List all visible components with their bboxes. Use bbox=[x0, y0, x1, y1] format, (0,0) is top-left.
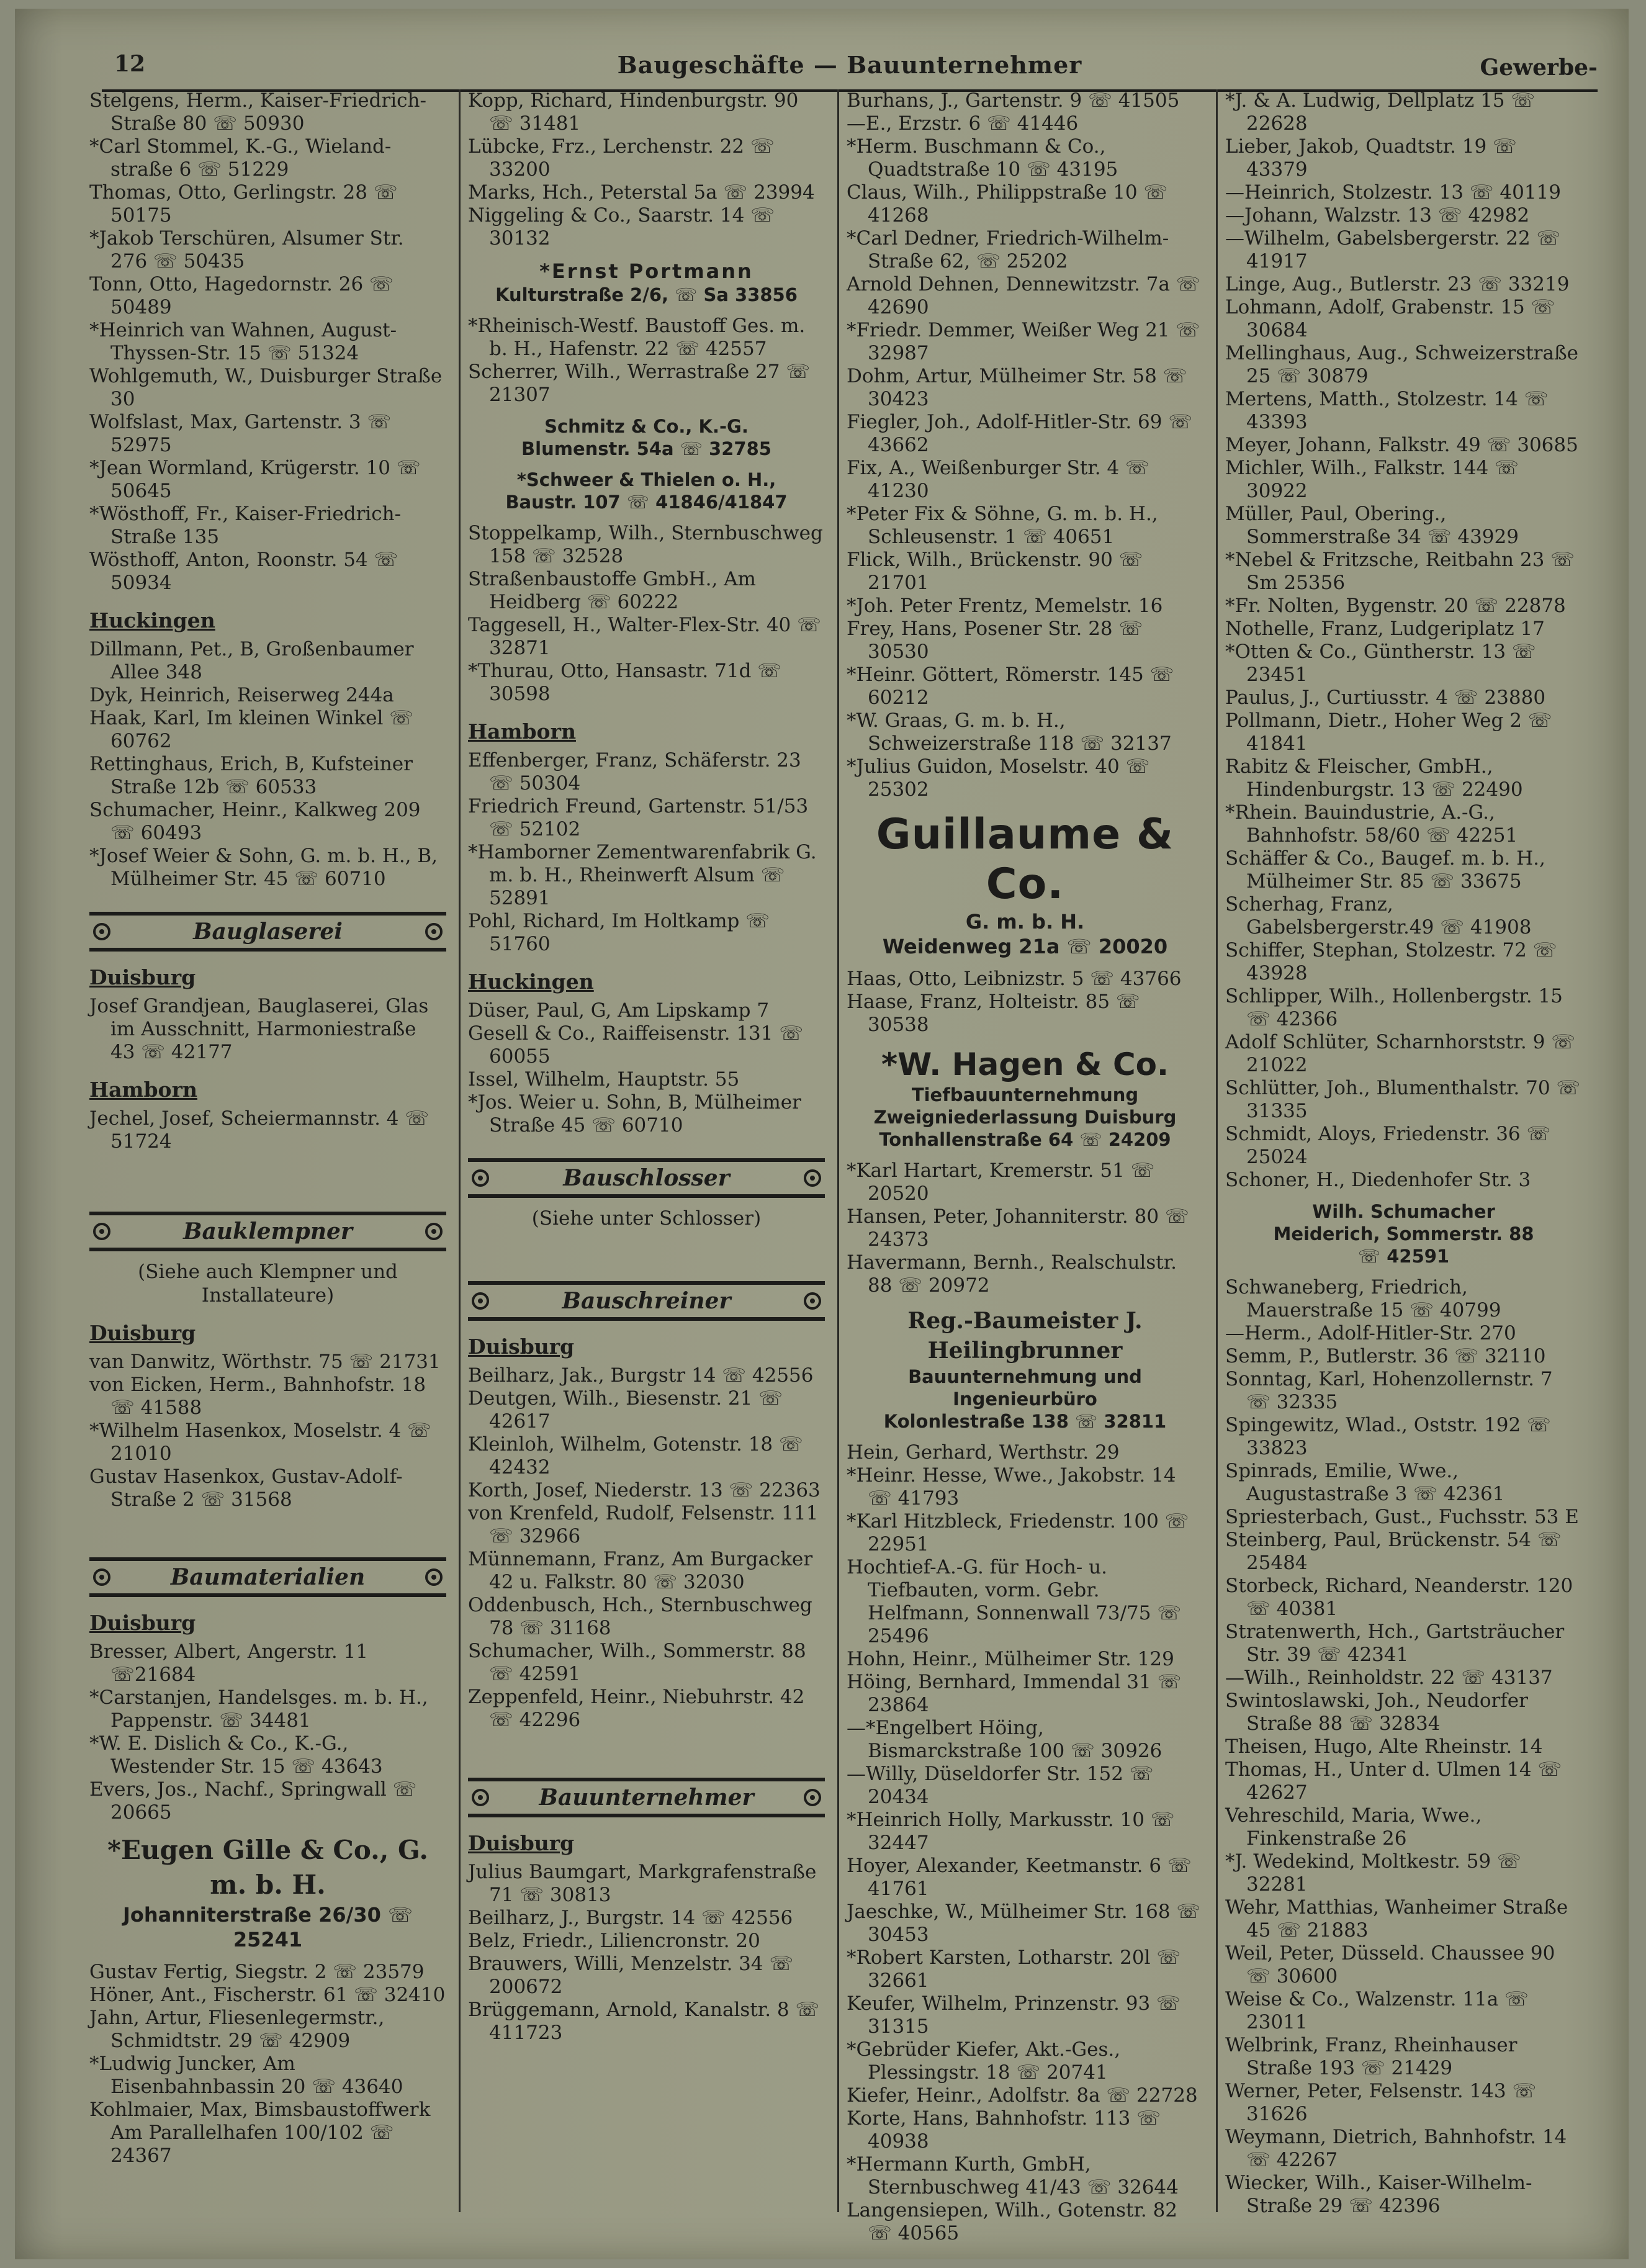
directory-entry: Pohl, Richard, Im Holtkamp ☏ 51760 bbox=[468, 910, 770, 955]
page-header bbox=[102, 46, 1598, 92]
ad-company-name: *W. Hagen & Co. bbox=[881, 1046, 1169, 1082]
advertisement-gille bbox=[89, 1833, 446, 1952]
directory-entry: Hohn, Heinr., Mülheimer Str. 129 bbox=[847, 1648, 1174, 1670]
directory-entry: *Jakob Terschüren, Alsumer Str. 276 ☏ 50435 bbox=[89, 227, 404, 272]
column-divider bbox=[1216, 89, 1218, 2212]
entry-list bbox=[89, 89, 446, 595]
directory-entry: Beilharz, Jak., Burgstr 14 ☏ 42556 bbox=[468, 1364, 814, 1387]
directory-entry: *Ludwig Juncker, Am Eisenbahnbassin 20 ☏ 43640 bbox=[89, 2053, 403, 2098]
section-title: Bauschreiner bbox=[562, 1288, 731, 1314]
directory-entry: —E., Erzstr. 6 ☏ 41446 bbox=[847, 112, 1079, 135]
directory-entry: Scherhag, Franz, Gabelsbergerstr.49 ☏ 41908 bbox=[1225, 893, 1532, 938]
directory-entry: *Carstanjen, Handelsges. m. b. H., Pappenstr. ☏ 34481 bbox=[89, 1686, 428, 1732]
directory-entry: *Julius Guidon, Moselstr. 40 ☏ 25302 bbox=[847, 755, 1150, 801]
ad-address: Weidenweg 21a ☏ 20020 bbox=[882, 935, 1168, 958]
section-title: Baumaterialien bbox=[170, 1564, 366, 1590]
directory-entry: Swintoslawski, Joh., Neudorfer Straße 88 ☏ 32834 bbox=[1225, 1690, 1528, 1735]
directory-entry: Steinberg, Paul, Brückenstr. 54 ☏ 25484 bbox=[1225, 1529, 1562, 1574]
directory-entry: Schlütter, Joh., Blumenthalstr. 70 ☏ 31335 bbox=[1225, 1077, 1581, 1122]
directory-entry: *W. E. Dislich & Co., K.-G., Westender Str. 15 ☏ 43643 bbox=[89, 1732, 383, 1778]
ornament-icon bbox=[93, 1223, 110, 1240]
directory-entry: —Heinrich, Stolzestr. 13 ☏ 40119 bbox=[1225, 181, 1562, 204]
ad-company-name: Guillaume & Co. bbox=[876, 810, 1174, 909]
ad-company-name: Wilh. Schumacher bbox=[1312, 1201, 1495, 1222]
ad-address: Kulturstraße 2/6, ☏ Sa 33856 bbox=[495, 284, 798, 305]
entry-list bbox=[89, 638, 446, 891]
directory-entry: Rettinghaus, Erich, B, Kufsteiner Straße 12b ☏ 60533 bbox=[89, 753, 413, 798]
directory-entry: *Josef Weier & Sohn, G. m. b. H., B, Mülheimer Str. 45 ☏ 60710 bbox=[89, 845, 438, 890]
directory-entry: Marks, Hch., Peterstal 5a ☏ 23994 bbox=[468, 181, 815, 204]
advertisement-hagen bbox=[847, 1045, 1203, 1151]
section-title: Bauunternehmer bbox=[539, 1784, 754, 1811]
advertisement-schweer bbox=[468, 469, 825, 513]
column-2 bbox=[468, 89, 825, 2218]
directory-entry: —Wilhelm, Gabelsbergerstr. 22 ☏ 41917 bbox=[1225, 227, 1561, 272]
entry-list bbox=[847, 89, 1203, 801]
directory-entry: Wehr, Matthias, Wanheimer Straße 45 ☏ 21883 bbox=[1225, 1896, 1568, 1942]
entry-list bbox=[468, 522, 825, 706]
subheading-duisburg: Duisburg bbox=[89, 1611, 196, 1635]
directory-entry: Langensiepen, Wilh., Gotenstr. 82 ☏ 40565 bbox=[847, 2199, 1178, 2244]
entry-list bbox=[89, 995, 446, 1064]
ad-line: Zweigniederlassung Duisburg bbox=[873, 1107, 1177, 1128]
section-title: Bauklempner bbox=[183, 1218, 353, 1244]
directory-entry: *Hamborner Zementwarenfabrik G. m. b. H., Rheinwerft Alsum ☏ 52891 bbox=[468, 841, 817, 909]
ad-address: Tonhallenstraße 64 ☏ 24209 bbox=[879, 1129, 1171, 1150]
directory-entry: Adolf Schlüter, Scharnhorststr. 9 ☏ 21022 bbox=[1225, 1031, 1575, 1076]
directory-entry: Sonntag, Karl, Hohenzollernstr. 7 ☏ 32335 bbox=[1225, 1368, 1553, 1413]
ornament-icon bbox=[472, 1169, 489, 1187]
directory-entry: Thomas, Otto, Gerlingstr. 28 ☏ 50175 bbox=[89, 181, 398, 227]
ad-phone: ☏ 42591 bbox=[1357, 1246, 1450, 1267]
ornament-icon bbox=[472, 1292, 489, 1310]
directory-entry: *Robert Karsten, Lotharstr. 20l ☏ 32661 bbox=[847, 1946, 1181, 1992]
ad-company-name: *Ernst Portmann bbox=[539, 259, 753, 283]
directory-entry: *J. Wedekind, Moltkestr. 59 ☏ 32281 bbox=[1225, 1850, 1521, 1896]
subheading-hamborn: Hamborn bbox=[89, 1078, 197, 1102]
advertisement-guillaume bbox=[847, 810, 1203, 959]
directory-entry: von Eicken, Herm., Bahnhofstr. 18 ☏ 41588 bbox=[89, 1374, 426, 1419]
ad-address: Johanniterstraße 26/30 ☏ 25241 bbox=[122, 1903, 413, 1951]
directory-entry: Stratenwerth, Hch., Gartsträucher Str. 39 ☏ 42341 bbox=[1225, 1621, 1565, 1666]
directory-entry: *Heinr. Hesse, Wwe., Jakobstr. 14 ☏ 41793 bbox=[847, 1464, 1176, 1510]
column-1 bbox=[89, 89, 446, 2218]
ornament-icon bbox=[425, 923, 443, 940]
directory-entry: *Karl Hitzbleck, Friedenstr. 100 ☏ 22951 bbox=[847, 1510, 1189, 1555]
directory-entry: Weymann, Dietrich, Bahnhofstr. 14 ☏ 42267 bbox=[1225, 2126, 1567, 2171]
directory-entry: *Thurau, Otto, Hansastr. 71d ☏ 30598 bbox=[468, 660, 782, 705]
section-bauglaserei bbox=[89, 912, 446, 952]
directory-entry: Hoyer, Alexander, Keetmanstr. 6 ☏ 41761 bbox=[847, 1855, 1192, 1900]
advertisement-schmitz bbox=[468, 415, 825, 460]
directory-entry: Jahn, Artur, Fliesenlegermstr., Schmidtstr. 29 ☏ 42909 bbox=[89, 2007, 385, 2052]
directory-entry: *Karl Hartart, Kremerstr. 51 ☏ 20520 bbox=[847, 1159, 1155, 1205]
directory-entry: Weil, Peter, Düsseld. Chaussee 90 ☏ 30600 bbox=[1225, 1942, 1555, 1987]
directory-entry: Haas, Otto, Leibnizstr. 5 ☏ 43766 bbox=[847, 968, 1182, 990]
entry-list bbox=[468, 1861, 825, 2045]
entry-list bbox=[847, 1441, 1203, 2245]
directory-entry: Mellinghaus, Aug., Schweizerstraße 25 ☏ 30879 bbox=[1225, 342, 1579, 387]
directory-entry: Haase, Franz, Holteistr. 85 ☏ 30538 bbox=[847, 991, 1140, 1036]
ad-company-name: *Eugen Gille & Co., G. m. b. H. bbox=[107, 1835, 428, 1900]
directory-entry: Beilharz, J., Burgstr. 14 ☏ 42556 bbox=[468, 1907, 793, 1929]
directory-entry: *Friedr. Demmer, Weißer Weg 21 ☏ 32987 bbox=[847, 319, 1200, 364]
subheading-huckingen: Huckingen bbox=[468, 970, 594, 994]
directory-entry: Rabitz & Fleischer, GmbH., Hindenburgstr. 13 ☏ 22490 bbox=[1225, 755, 1523, 801]
directory-entry: Jechel, Josef, Scheiermannstr. 4 ☏ 51724 bbox=[89, 1107, 429, 1153]
ad-line: Tiefbauunternehmung bbox=[911, 1084, 1139, 1105]
advertisement-portmann bbox=[468, 259, 825, 306]
directory-entry: —Willy, Düseldorfer Str. 152 ☏ 20434 bbox=[847, 1763, 1154, 1808]
directory-entry: Flick, Wilh., Brückenstr. 90 ☏ 21701 bbox=[847, 549, 1143, 594]
directory-entry: Welbrink, Franz, Rheinhauser Straße 193 ☏ 21429 bbox=[1225, 2034, 1518, 2079]
ad-address: Blumenstr. 54a ☏ 32785 bbox=[521, 438, 771, 459]
directory-entry: Weise & Co., Walzenstr. 11a ☏ 23011 bbox=[1225, 1988, 1529, 2033]
directory-entry: Wolfslast, Max, Gartenstr. 3 ☏ 52975 bbox=[89, 411, 392, 456]
directory-entry: Josef Grandjean, Bauglaserei, Glas im Ausschnitt, Harmoniestraße 43 ☏ 42177 bbox=[89, 995, 429, 1063]
directory-entry: Wiecker, Wilh., Kaiser-Wilhelm-Straße 29 ☏ 42396 bbox=[1225, 2172, 1532, 2217]
directory-entry: Schoner, H., Diedenhofer Str. 3 bbox=[1225, 1169, 1531, 1191]
directory-entry: Jaeschke, W., Mülheimer Str. 168 ☏ 30453 bbox=[847, 1901, 1201, 1946]
directory-entry: Zeppenfeld, Heinr., Niebuhrstr. 42 ☏ 42296 bbox=[468, 1686, 805, 1731]
directory-entry: *Heinrich Holly, Markusstr. 10 ☏ 32447 bbox=[847, 1809, 1175, 1854]
directory-entry: —*Engelbert Höing, Bismarckstraße 100 ☏ 30926 bbox=[847, 1717, 1163, 1762]
directory-entry: Kohlmaier, Max, Bimsbaustoffwerk Am Parallelhafen 100/102 ☏ 24367 bbox=[89, 2099, 431, 2167]
entry-list bbox=[1225, 1276, 1582, 2218]
directory-entry: Müller, Paul, Obering., Sommerstraße 34 ☏ 43929 bbox=[1225, 503, 1519, 548]
entry-list bbox=[847, 968, 1203, 1037]
directory-entry: Theisen, Hugo, Alte Rheinstr. 14 bbox=[1225, 1735, 1543, 1758]
directory-entry: *W. Graas, G. m. b. H., Schweizerstraße 118 ☏ 32137 bbox=[847, 709, 1172, 755]
directory-entry: *Wilhelm Hasenkox, Moselstr. 4 ☏ 21010 bbox=[89, 1420, 431, 1465]
directory-entry: *Carl Stommel, K.-G., Wieland-straße 6 ☏ 51229 bbox=[89, 135, 392, 181]
column-3 bbox=[847, 89, 1203, 2244]
subheading-duisburg: Duisburg bbox=[89, 965, 196, 989]
section-bauschreiner bbox=[468, 1281, 825, 1321]
directory-entry: Schwaneberg, Friedrich, Mauerstraße 15 ☏ 40799 bbox=[1225, 1276, 1501, 1321]
directory-entry: Oddenbusch, Hch., Sternbuschweg 78 ☏ 31168 bbox=[468, 1594, 812, 1639]
directory-entry: Paulus, J., Curtiusstr. 4 ☏ 23880 bbox=[1225, 686, 1546, 709]
directory-entry: Schlipper, Wilh., Hollenbergstr. 15 ☏ 42366 bbox=[1225, 985, 1563, 1030]
ad-company-name: *Schweer & Thielen o. H., bbox=[516, 469, 776, 490]
subheading-duisburg: Duisburg bbox=[468, 1334, 575, 1359]
directory-entry: Hochtief-A.-G. für Hoch- u. Tiefbauten, vorm. Gebr. Helfmann, Sonnenwall 73/75 ☏ 25496 bbox=[847, 1556, 1182, 1647]
running-head-right: Gewerbe- bbox=[1480, 55, 1598, 81]
subheading-hamborn: Hamborn bbox=[468, 719, 576, 744]
directory-entry: Stelgens, Herm., Kaiser-Friedrich-Straße 80 ☏ 50930 bbox=[89, 89, 426, 135]
directory-entry: Mertens, Matth., Stolzestr. 14 ☏ 43393 bbox=[1225, 388, 1549, 433]
directory-entry: Michler, Wilh., Falkstr. 144 ☏ 30922 bbox=[1225, 457, 1519, 502]
directory-entry: Schäffer & Co., Baugef. m. b. H., Mülheimer Str. 85 ☏ 33675 bbox=[1225, 847, 1545, 893]
ad-company-name: Reg.-Baumeister J. Heilingbrunner bbox=[907, 1308, 1143, 1364]
directory-entry: Issel, Wilhelm, Hauptstr. 55 bbox=[468, 1068, 740, 1091]
directory-entry: Pollmann, Dietr., Hoher Weg 2 ☏ 41841 bbox=[1225, 709, 1552, 755]
directory-entry: Wösthoff, Anton, Roonstr. 54 ☏ 50934 bbox=[89, 549, 398, 594]
directory-entry: Taggesell, H., Walter-Flex-Str. 40 ☏ 32871 bbox=[468, 614, 821, 659]
advertisement-schumacher bbox=[1225, 1200, 1582, 1267]
directory-entry: Fiegler, Joh., Adolf-Hitler-Str. 69 ☏ 43662 bbox=[847, 411, 1193, 456]
directory-entry: Wohlgemuth, W., Duisburger Straße 30 bbox=[89, 365, 443, 410]
directory-entry: Stoppelkamp, Wilh., Sternbuschweg 158 ☏ 32528 bbox=[468, 522, 823, 567]
directory-entry: Bresser, Albert, Angerstr. 11 ☏21684 bbox=[89, 1640, 369, 1686]
directory-entry: Burhans, J., Gartenstr. 9 ☏ 41505 bbox=[847, 89, 1180, 112]
directory-entry: *Joh. Peter Frentz, Memelstr. 16 bbox=[847, 595, 1163, 617]
directory-entry: Havermann, Bernh., Realschulstr. 88 ☏ 20972 bbox=[847, 1251, 1177, 1297]
directory-entry: *Fr. Nolten, Bygenstr. 20 ☏ 22878 bbox=[1225, 595, 1566, 617]
entry-list bbox=[468, 89, 825, 250]
entry-list bbox=[1225, 89, 1582, 1192]
directory-entry: *Herm. Buschmann & Co., Quadtstraße 10 ☏ 43195 bbox=[847, 135, 1118, 181]
section-baumaterialien bbox=[89, 1557, 446, 1597]
column-divider bbox=[459, 89, 461, 2212]
directory-entry: Linge, Aug., Butlerstr. 23 ☏ 33219 bbox=[1225, 273, 1570, 295]
directory-entry: Dillmann, Pet., B, Großenbaumer Allee 348 bbox=[89, 638, 414, 683]
directory-entry: Brüggemann, Arnold, Kanalstr. 8 ☏ 411723 bbox=[468, 1999, 820, 2044]
directory-entry: *Heinrich van Wahnen, August-Thyssen-Str. 15 ☏ 51324 bbox=[89, 319, 397, 364]
directory-entry: Höner, Ant., Fischerstr. 61 ☏ 32410 bbox=[89, 1984, 446, 2006]
entry-list bbox=[468, 315, 825, 407]
ornament-icon bbox=[425, 1223, 443, 1240]
directory-entry: *Carl Dedner, Friedrich-Wilhelm-Straße 62, ☏ 25202 bbox=[847, 227, 1169, 272]
directory-entry: Lieber, Jakob, Quadtstr. 19 ☏ 43379 bbox=[1225, 135, 1517, 181]
column-4 bbox=[1225, 89, 1582, 2218]
section-bauunternehmer bbox=[468, 1778, 825, 1817]
directory-entry: *Rheinisch-Westf. Baustoff Ges. m. b. H., Hafenstr. 22 ☏ 42557 bbox=[468, 315, 806, 360]
directory-entry: —Wilh., Reinholdstr. 22 ☏ 43137 bbox=[1225, 1667, 1553, 1689]
directory-entry: Niggeling & Co., Saarstr. 14 ☏ 30132 bbox=[468, 204, 775, 250]
directory-entry: Höing, Bernhard, Immendal 31 ☏ 23864 bbox=[847, 1671, 1182, 1716]
directory-entry: Schumacher, Heinr., Kalkweg 209 ☏ 60493 bbox=[89, 799, 421, 844]
directory-entry: Dohm, Artur, Mülheimer Str. 58 ☏ 30423 bbox=[847, 365, 1187, 410]
page-title: Baugeschäfte — Bauunternehmer bbox=[617, 51, 1082, 79]
directory-entry: *Rhein. Bauindustrie, A.-G., Bahnhofstr. 58/60 ☏ 42251 bbox=[1225, 801, 1518, 847]
entry-list bbox=[89, 1107, 446, 1153]
directory-entry: Nothelle, Franz, Ludgeriplatz 17 bbox=[1225, 618, 1545, 640]
directory-entry: Meyer, Johann, Falkstr. 49 ☏ 30685 bbox=[1225, 434, 1578, 456]
directory-entry: Frey, Hans, Posener Str. 28 ☏ 30530 bbox=[847, 618, 1143, 663]
directory-entry: Schiffer, Stephan, Stolzestr. 72 ☏ 43928 bbox=[1225, 939, 1557, 984]
directory-entry: Schmidt, Aloys, Friedenstr. 36 ☏ 25024 bbox=[1225, 1123, 1551, 1168]
directory-entry: Keufer, Wilhelm, Prinzenstr. 93 ☏ 31315 bbox=[847, 1992, 1181, 2038]
subheading-duisburg: Duisburg bbox=[89, 1321, 196, 1345]
directory-entry: Hein, Gerhard, Werthstr. 29 bbox=[847, 1441, 1120, 1464]
directory-entry: Düser, Paul, G, Am Lipskamp 7 bbox=[468, 999, 770, 1022]
directory-entry: *Jean Wormland, Krügerstr. 10 ☏ 50645 bbox=[89, 457, 421, 502]
entry-list bbox=[468, 999, 825, 1137]
entry-list bbox=[89, 1351, 446, 1511]
entry-list bbox=[468, 1364, 825, 1732]
directory-entry: Lübcke, Frz., Lerchenstr. 22 ☏ 33200 bbox=[468, 135, 775, 181]
directory-entry: van Danwitz, Wörthstr. 75 ☏ 21731 bbox=[89, 1351, 441, 1373]
directory-entry: Korte, Hans, Bahnhofstr. 113 ☏ 40938 bbox=[847, 2107, 1161, 2153]
ornament-icon bbox=[93, 923, 110, 940]
advertisement-heilingbrunner bbox=[847, 1306, 1203, 1433]
cross-reference-note: (Siehe unter Schlosser) bbox=[531, 1207, 762, 1230]
directory-entry: Lohmann, Adolf, Grabenstr. 15 ☏ 30684 bbox=[1225, 296, 1555, 341]
directory-entry: von Krenfeld, Rudolf, Felsenstr. 111 ☏ 32966 bbox=[468, 1502, 819, 1547]
directory-entry: *Wösthoff, Fr., Kaiser-Friedrich-Straße 135 bbox=[89, 503, 402, 548]
ad-address: Kolonlestraße 138 ☏ 32811 bbox=[883, 1411, 1167, 1432]
section-bauklempner bbox=[89, 1212, 446, 1251]
directory-entry: Claus, Wilh., Philippstraße 10 ☏ 41268 bbox=[847, 181, 1168, 227]
directory-entry: Kiefer, Heinr., Adolfstr. 8a ☏ 22728 bbox=[847, 2084, 1198, 2107]
directory-entry: Evers, Jos., Nachf., Springwall ☏ 20665 bbox=[89, 1778, 417, 1824]
entry-list bbox=[847, 1159, 1203, 1297]
directory-entry: Kopp, Richard, Hindenburgstr. 90 ☏ 31481 bbox=[468, 89, 799, 135]
ad-company-name: Schmitz & Co., K.-G. bbox=[544, 416, 749, 437]
directory-entry: *Gebrüder Kiefer, Akt.-Ges., Plessingstr. 18 ☏ 20741 bbox=[847, 2038, 1121, 2084]
ornament-icon bbox=[804, 1292, 821, 1310]
directory-entry: Werner, Peter, Felsenstr. 143 ☏ 31626 bbox=[1225, 2080, 1537, 2125]
page-number: 12 bbox=[114, 51, 146, 77]
directory-entry: Friedrich Freund, Gartenstr. 51/53 ☏ 52102 bbox=[468, 795, 809, 840]
directory-entry: Korth, Josef, Niederstr. 13 ☏ 22363 bbox=[468, 1479, 821, 1501]
directory-entry: Spingewitz, Wlad., Oststr. 192 ☏ 33823 bbox=[1225, 1414, 1551, 1459]
directory-entry: *Nebel & Fritzsche, Reitbahn 23 ☏ Sm 25356 bbox=[1225, 549, 1575, 594]
ad-address: Baustr. 107 ☏ 41846/41847 bbox=[505, 492, 788, 513]
directory-entry: *Otten & Co., Güntherstr. 13 ☏ 23451 bbox=[1225, 641, 1536, 686]
directory-entry: Gustav Hasenkox, Gustav-Adolf-Straße 2 ☏ 31568 bbox=[89, 1465, 403, 1511]
directory-entry: Kleinloh, Wilhelm, Gotenstr. 18 ☏ 42432 bbox=[468, 1433, 803, 1478]
ornament-icon bbox=[93, 1568, 110, 1586]
ornament-icon bbox=[804, 1789, 821, 1806]
ornament-icon bbox=[472, 1789, 489, 1806]
column-divider bbox=[837, 89, 839, 2212]
subheading-duisburg: Duisburg bbox=[468, 1831, 575, 1855]
directory-entry: Spriesterbach, Gust., Fuchsstr. 53 E bbox=[1225, 1506, 1579, 1528]
directory-entry: Scherrer, Wilh., Werrastraße 27 ☏ 21307 bbox=[468, 361, 811, 406]
directory-entry: *Peter Fix & Söhne, G. m. b. H., Schleusenstr. 1 ☏ 40651 bbox=[847, 503, 1158, 548]
directory-entry: —Johann, Walzstr. 13 ☏ 42982 bbox=[1225, 204, 1530, 227]
ad-address: Meiderich, Sommerstr. 88 bbox=[1273, 1223, 1534, 1244]
directory-entry: Arnold Dehnen, Dennewitzstr. 7a ☏ 42690 bbox=[847, 273, 1200, 318]
directory-entry: Julius Baumgart, Markgrafenstraße 71 ☏ 30813 bbox=[468, 1861, 817, 1906]
directory-entry: Vehreschild, Maria, Wwe., Finkenstraße 26 bbox=[1225, 1804, 1482, 1850]
directory-entry: *Hermann Kurth, GmbH, Sternbuschweg 41/43 ☏ 32644 bbox=[847, 2153, 1179, 2198]
directory-entry: Storbeck, Richard, Neanderstr. 120 ☏ 40381 bbox=[1225, 1575, 1573, 1620]
directory-entry: —Herm., Adolf-Hitler-Str. 270 bbox=[1225, 1322, 1516, 1344]
subheading-huckingen: Huckingen bbox=[89, 608, 215, 632]
directory-entry: *J. & A. Ludwig, Dellplatz 15 ☏ 22628 bbox=[1225, 89, 1536, 135]
directory-entry: *Jos. Weier u. Sohn, B, Mülheimer Straße 45 ☏ 60710 bbox=[468, 1091, 801, 1136]
directory-entry: Schumacher, Wilh., Sommerstr. 88 ☏ 42591 bbox=[468, 1640, 806, 1685]
entry-list bbox=[468, 749, 825, 956]
directory-entry: Deutgen, Wilh., Biesenstr. 21 ☏ 42617 bbox=[468, 1387, 783, 1433]
entry-list bbox=[89, 1640, 446, 1824]
directory-entry: Spinrads, Emilie, Wwe., Augustastraße 3 ☏ 42361 bbox=[1225, 1460, 1505, 1505]
directory-page bbox=[15, 9, 1629, 2259]
directory-entry: Münnemann, Franz, Am Burgacker 42 u. Falkstr. 80 ☏ 32030 bbox=[468, 1548, 813, 1593]
directory-entry: Haak, Karl, Im kleinen Winkel ☏ 60762 bbox=[89, 707, 414, 752]
section-title: Bauschlosser bbox=[563, 1165, 730, 1191]
ornament-icon bbox=[804, 1169, 821, 1187]
section-bauschlosser bbox=[468, 1158, 825, 1198]
ad-line: Bauunternehmung und Ingenieurbüro bbox=[908, 1366, 1142, 1410]
directory-entry: *Heinr. Göttert, Römerstr. 145 ☏ 60212 bbox=[847, 664, 1174, 709]
directory-entry: Dyk, Heinrich, Reiserweg 244a bbox=[89, 684, 394, 706]
ad-company-form: G. m. b. H. bbox=[965, 910, 1085, 934]
directory-entry: Gustav Fertig, Siegstr. 2 ☏ 23579 bbox=[89, 1961, 425, 1983]
directory-entry: Fix, A., Weißenburger Str. 4 ☏ 41230 bbox=[847, 457, 1149, 502]
ornament-icon bbox=[425, 1568, 443, 1586]
directory-entry: Semm, P., Butlerstr. 36 ☏ 32110 bbox=[1225, 1345, 1546, 1367]
directory-entry: Effenberger, Franz, Schäferstr. 23 ☏ 50304 bbox=[468, 749, 801, 794]
directory-entry: Belz, Friedr., Liliencronstr. 20 bbox=[468, 1930, 760, 1952]
directory-entry: Gesell & Co., Raiffeisenstr. 131 ☏ 60055 bbox=[468, 1022, 804, 1068]
directory-entry: Hansen, Peter, Johanniterstr. 80 ☏ 24373 bbox=[847, 1205, 1189, 1251]
directory-entry: Brauwers, Willi, Menzelstr. 34 ☏ 200672 bbox=[468, 1953, 794, 1998]
directory-entry: Straßenbaustoffe GmbH., Am Heidberg ☏ 60222 bbox=[468, 568, 756, 613]
entry-list bbox=[89, 1961, 446, 2167]
directory-entry: Tonn, Otto, Hagedornstr. 26 ☏ 50489 bbox=[89, 273, 394, 318]
directory-entry: Thomas, H., Unter d. Ulmen 14 ☏ 42627 bbox=[1225, 1758, 1562, 1804]
section-title: Bauglaserei bbox=[193, 919, 343, 945]
cross-reference-note: (Siehe auch Klempner und Installateure) bbox=[138, 1261, 398, 1307]
